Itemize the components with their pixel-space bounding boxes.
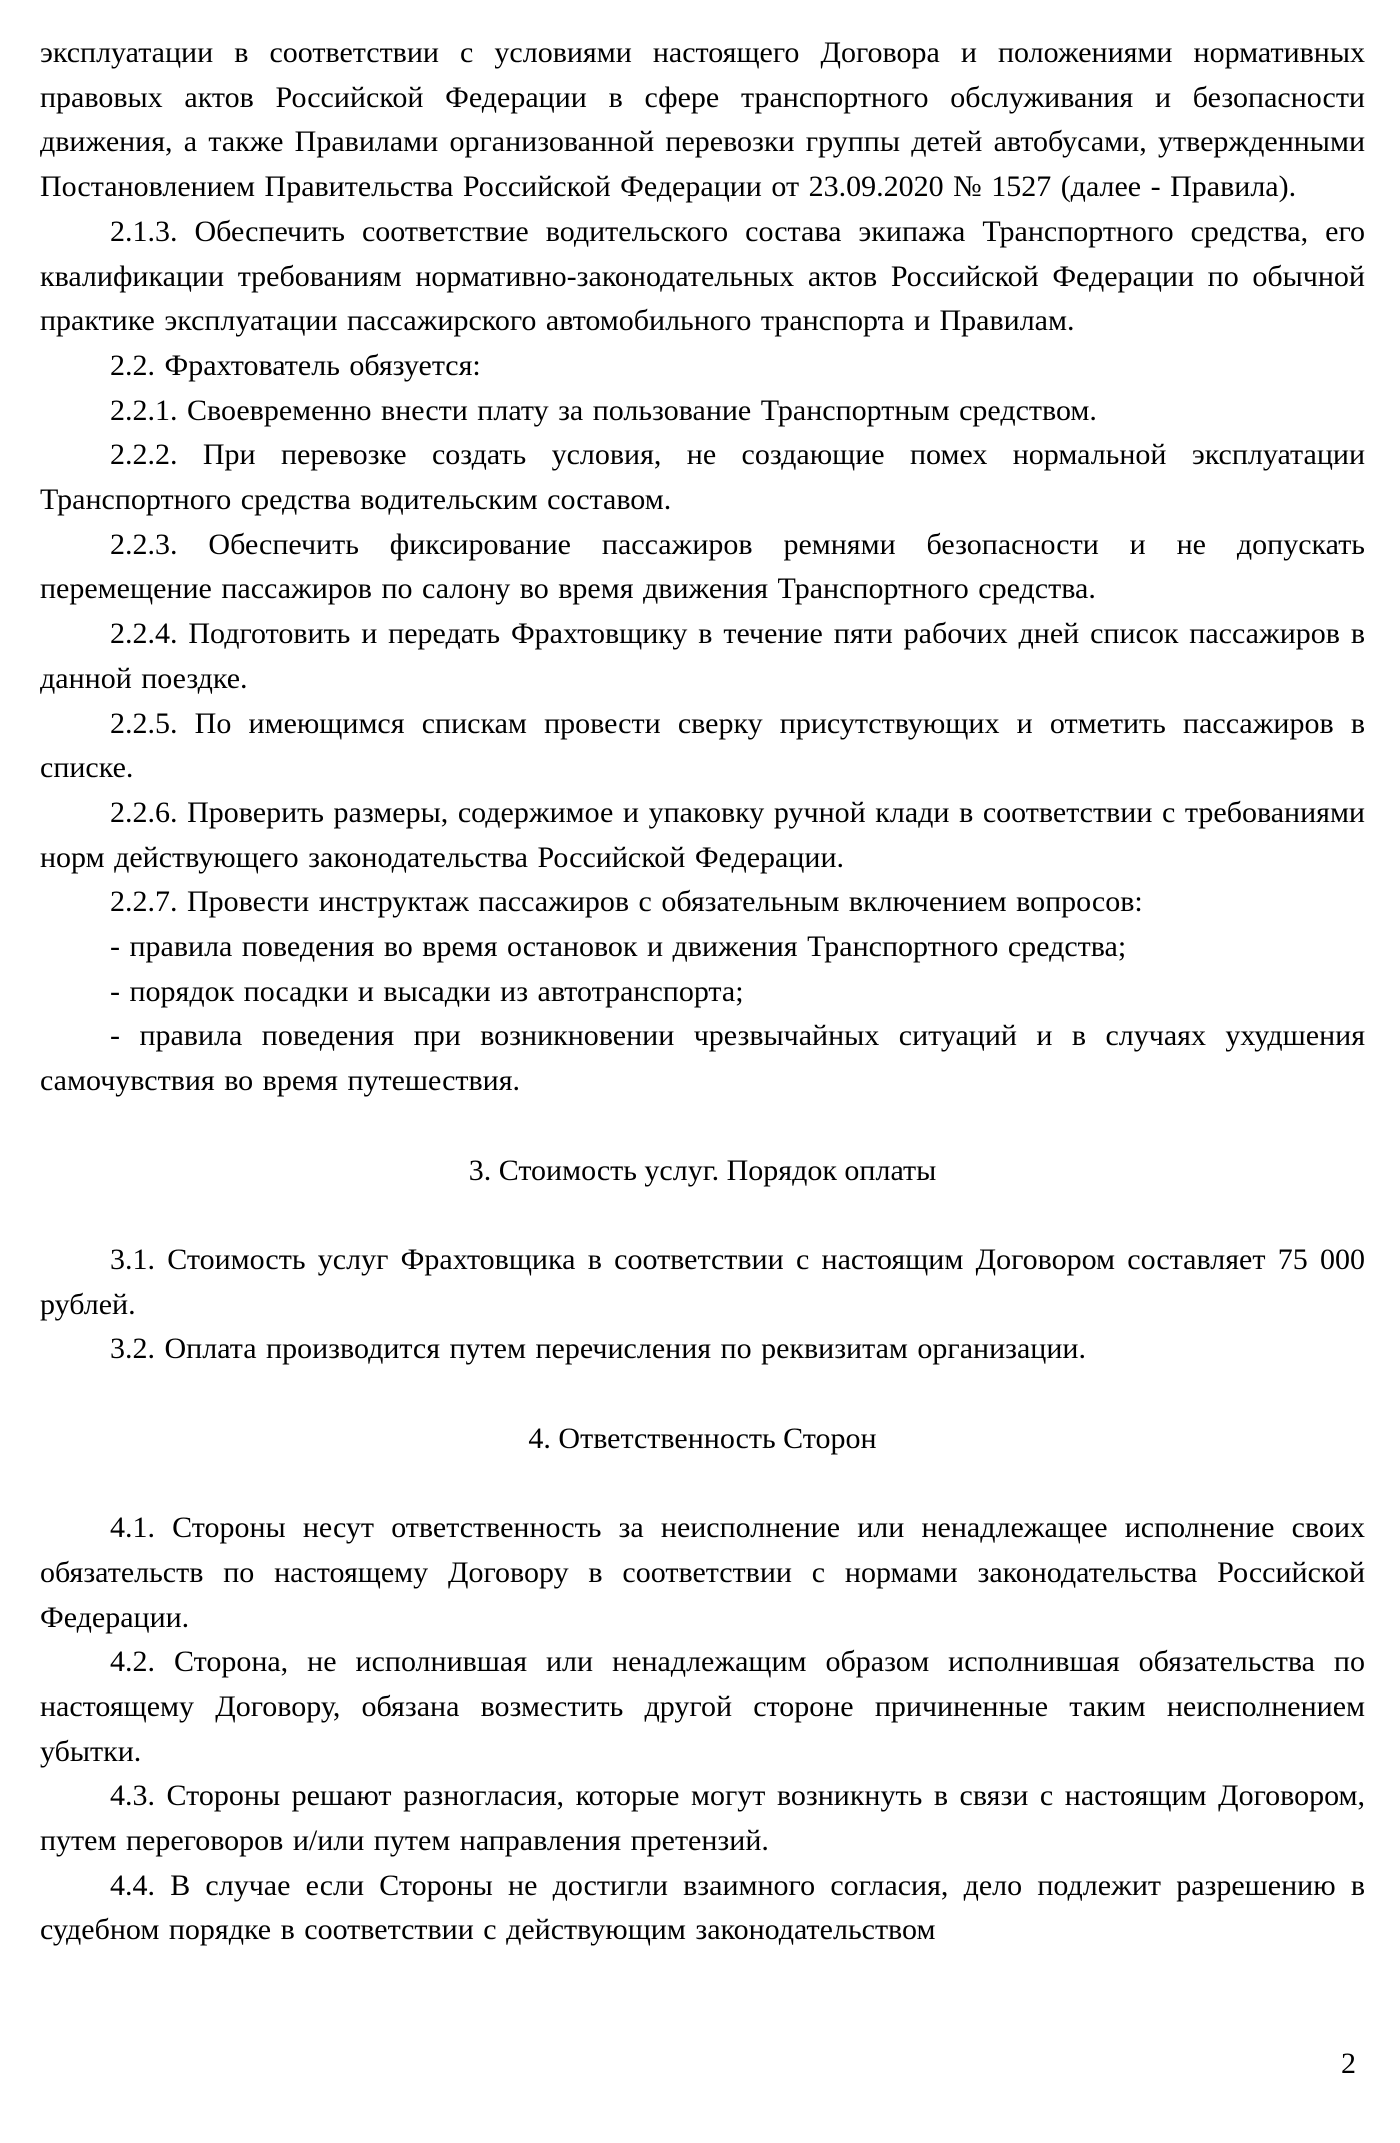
section-heading: 4. Ответственность Сторон: [528, 1421, 877, 1455]
paragraph: 2.2.6. Проверить размеры, содержимое и упаковку ручной клади в соответствии с требованиями норм действующего законодательства Российской Федерации.: [40, 795, 1365, 874]
document-body: [40, 31, 1365, 1953]
paragraph: - правила поведения во время остановок и движения Транспортного средства;: [110, 930, 1127, 964]
paragraph: 2.2.3. Обеспечить фиксирование пассажиров ремнями безопасности и не допускать перемещение пассажиров по салону во время движения Транспортного средства.: [40, 527, 1365, 606]
paragraph: 2.1.3. Обеспечить соответствие водительского состава экипажа Транспортного средства, его квалификации требованиям нормативно-законодательных актов Российской Федерации по обычной практике эксплуатации пассажирского автомобильного транспорта и Правилам.: [40, 214, 1365, 338]
page-number: 2: [1341, 2047, 1356, 2080]
paragraph: 2.2.7. Провести инструктаж пассажиров с обязательным включением вопросов:: [110, 885, 1143, 919]
paragraph: - правила поведения при возникновении чрезвычайных ситуаций и в случаях ухудшения самочувствия во время путешествия.: [40, 1019, 1365, 1098]
paragraph: 2.2.1. Своевременно внести плату за пользование Транспортным средством.: [110, 393, 1097, 427]
paragraph: 2.2. Фрахтователь обязуется:: [110, 348, 481, 382]
paragraph: 2.2.2. При перевозке создать условия, не создающие помех нормальной эксплуатации Транспортного средства водительским составом.: [40, 438, 1365, 517]
paragraph: 2.2.5. По имеющимся спискам провести сверку присутствующих и отметить пассажиров в списке.: [40, 706, 1365, 785]
paragraph: 3.2. Оплата производится путем перечисления по реквизитам организации.: [110, 1332, 1086, 1366]
paragraph: 4.3. Стороны решают разногласия, которые могут возникнуть в связи с настоящим Договором, путем переговоров и/или путем направления претензий.: [40, 1779, 1365, 1858]
paragraph: 4.1. Стороны несут ответственность за неисполнение или ненадлежащее исполнение своих обязательств по настоящему Договору в соответствии с нормами законодательства Российской Федерации.: [40, 1511, 1365, 1634]
paragraph: 2.2.4. Подготовить и передать Фрахтовщику в течение пяти рабочих дней список пассажиров в данной поездке.: [40, 617, 1365, 695]
paragraph: эксплуатации в соответствии с условиями настоящего Договора и положениями нормативных правовых актов Российской Федерации в сфере транспортного обслуживания и безопасности движения, а также Правилами организованной перевозки группы детей автобусами, утвержденными Постановлением Правительства Российской Федерации от 23.09.2020 № 1527 (далее - Правила).: [40, 36, 1365, 204]
paragraph: 4.4. В случае если Стороны не достигли взаимного согласия, дело подлежит разрешению в судебном порядке в соответствии с действующим законодательством: [40, 1868, 1365, 1947]
paragraph: 4.2. Сторона, не исполнившая или ненадлежащим образом исполнившая обязательства по настоящему Договору, обязана возместить другой стороне причиненные таким неисполнением убытки.: [40, 1645, 1365, 1768]
paragraph: 3.1. Стоимость услуг Фрахтовщика в соответствии с настоящим Договором составляет 75 000 рублей.: [40, 1242, 1365, 1321]
section-heading: 3. Стоимость услуг. Порядок оплаты: [468, 1153, 937, 1187]
paragraph: - порядок посадки и высадки из автотранспорта;: [110, 974, 744, 1008]
